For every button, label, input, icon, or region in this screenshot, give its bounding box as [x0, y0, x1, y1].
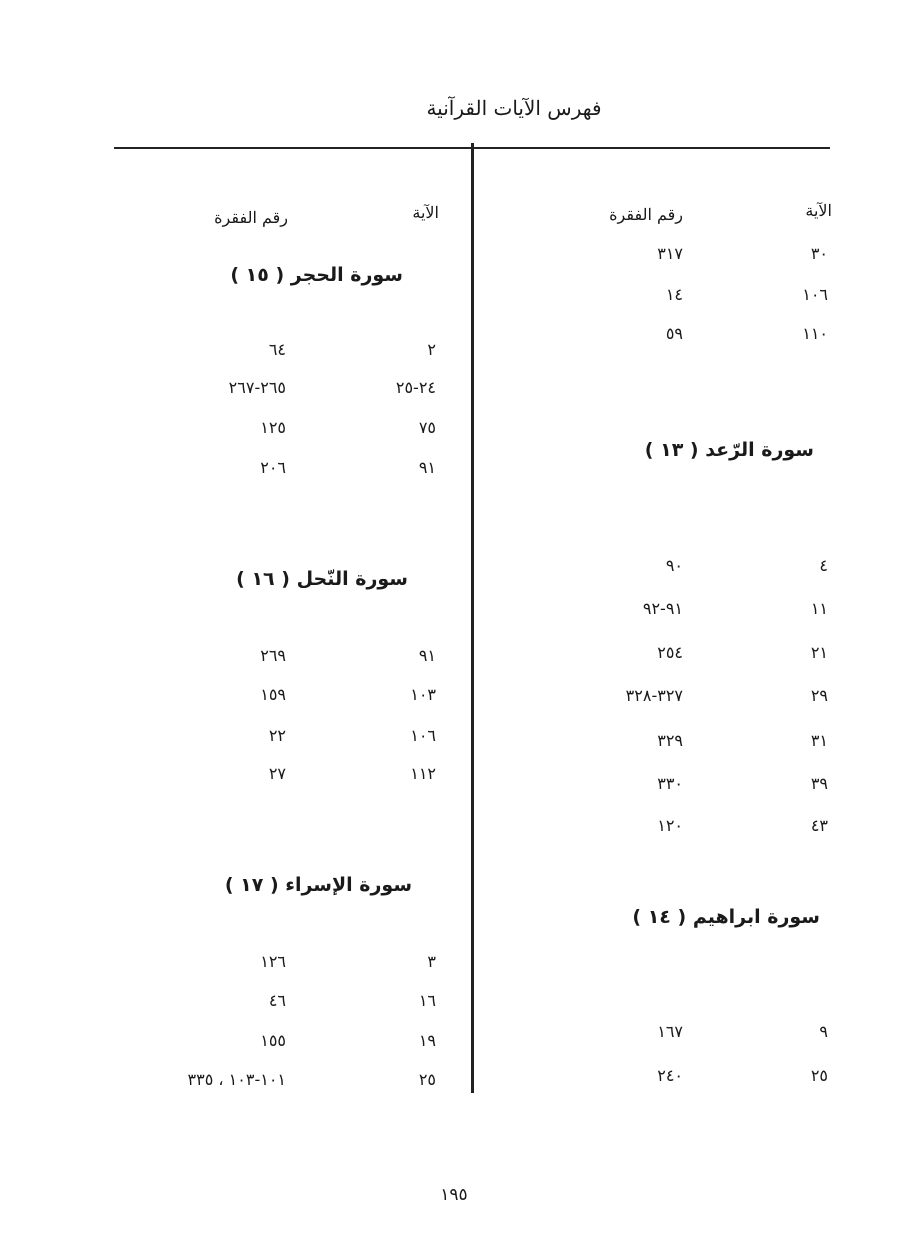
paragraph-number: ٣٣٠ [657, 774, 683, 793]
ayah-number: ٤ [819, 556, 828, 575]
ayah-number: ٢٥ [810, 1066, 828, 1085]
ayah-number: ٩ [819, 1022, 828, 1041]
paragraph-number: ٤٦ [268, 991, 286, 1010]
surah-heading: سورة الرّعد ( ١٣ ) [644, 439, 814, 461]
paragraph-number: ٣٢٩ [657, 731, 683, 750]
ayah-number: ١١٢ [410, 764, 436, 783]
paragraph-number: ١٠١-١٠٣ ، ٣٣٥ [187, 1070, 286, 1089]
ayah-number: ١٩ [418, 1031, 436, 1050]
paragraph-number: ١٢٦ [260, 952, 286, 971]
paragraph-number: ١٥٩ [260, 685, 286, 704]
ayah-number: ١٦ [418, 991, 436, 1010]
page-title: فهرس الآيات القرآنية [426, 96, 602, 120]
surah-heading: سورة الإسراء ( ١٧ ) [224, 874, 412, 896]
paragraph-number: ٢٤٠ [657, 1066, 683, 1085]
ayah-number: ٩١ [418, 646, 436, 665]
column-header-paragraph: رقم الفقرة [609, 205, 683, 224]
paragraph-number: ٥٩ [665, 324, 683, 343]
ayah-number: ٢٥ [418, 1070, 436, 1089]
ayah-number: ٢ [427, 340, 436, 359]
ayah-number: ٣ [427, 952, 436, 971]
ayah-number: ٢١ [810, 643, 828, 662]
paragraph-number: ٩١-٩٢ [642, 599, 683, 618]
ayah-number: ١٠٦ [802, 285, 828, 304]
ayah-number: ٩١ [418, 458, 436, 477]
ayah-number: ٣١ [810, 731, 828, 750]
ayah-number: ٣٩ [810, 774, 828, 793]
paragraph-number: ٩٠ [665, 556, 683, 575]
page-number: ١٩٥ [440, 1185, 468, 1205]
ayah-number: ١٠٦ [410, 726, 436, 745]
paragraph-number: ٣١٧ [657, 244, 683, 263]
ayah-number: ١١ [810, 599, 828, 618]
surah-heading: سورة النّحل ( ١٦ ) [236, 568, 408, 590]
ayah-number: ٢٤-٢٥ [395, 378, 436, 397]
ayah-number: ٣٠ [810, 244, 828, 263]
paragraph-number: ١٢٥ [260, 418, 286, 437]
paragraph-number: ١٢٠ [657, 816, 683, 835]
paragraph-number: ١٥٥ [260, 1031, 286, 1050]
column-header-paragraph: رقم الفقرة [214, 208, 288, 227]
surah-heading: سورة ابراهيم ( ١٤ ) [632, 906, 820, 928]
paragraph-number: ٢٢ [268, 726, 286, 745]
paragraph-number: ٦٤ [268, 340, 286, 359]
column-header-ayah: الآية [805, 201, 832, 220]
paragraph-number: ٢٠٦ [260, 458, 286, 477]
paragraph-number: ٢٧ [268, 764, 286, 783]
ayah-number: ١٠٣ [410, 685, 436, 704]
ayah-number: ٢٩ [810, 686, 828, 705]
paragraph-number: ١٦٧ [657, 1022, 683, 1041]
ayah-number: ٤٣ [810, 816, 828, 835]
column-header-ayah: الآية [412, 203, 439, 222]
surah-heading: سورة الحجر ( ١٥ ) [230, 264, 403, 286]
paragraph-number: ٢٦٩ [260, 646, 286, 665]
paragraph-number: ٢٦٥-٢٦٧ [228, 378, 286, 397]
ayah-number: ١١٠ [802, 324, 828, 343]
paragraph-number: ٣٢٧-٣٢٨ [625, 686, 683, 705]
paragraph-number: ٢٥٤ [657, 643, 683, 662]
paragraph-number: ١٤ [665, 285, 683, 304]
ayah-number: ٧٥ [418, 418, 436, 437]
column-divider [471, 143, 474, 1093]
